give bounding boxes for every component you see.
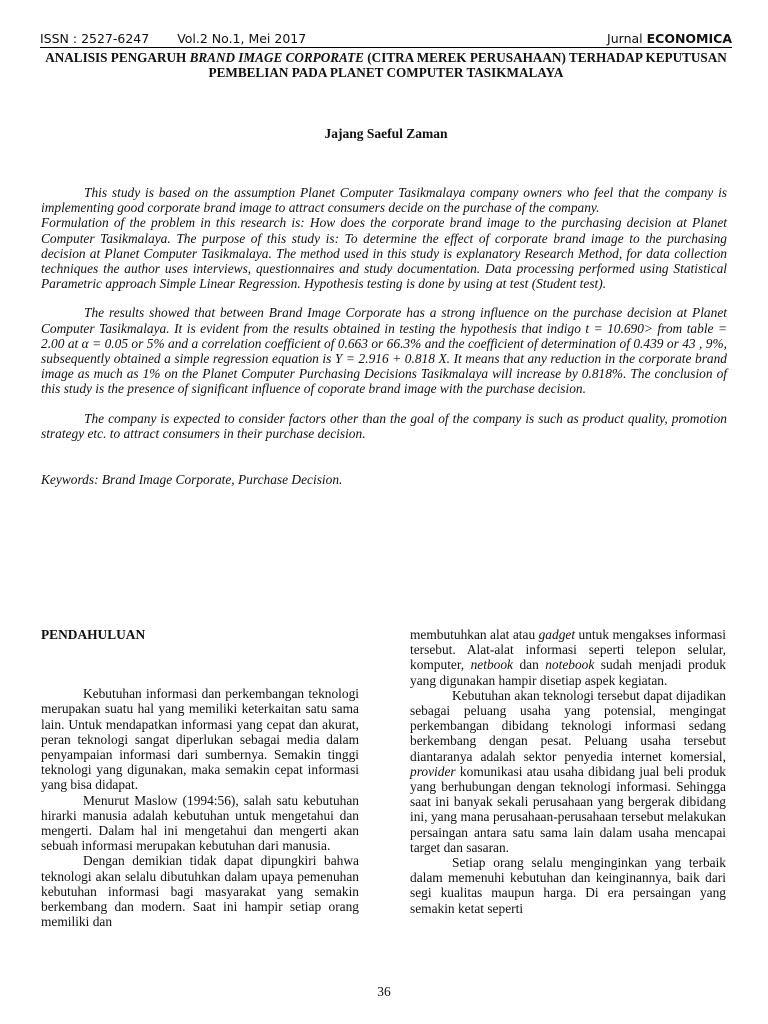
body-column-left: [41, 627, 359, 929]
header-left: [40, 31, 330, 46]
title-part-2: BRAND IMAGE CORPORATE: [189, 50, 364, 65]
body-paragraph: Kebutuhan informasi dan perkembangan teknologi merupakan suatu hal yang memiliki keterkaitan satu sama lain. Untuk mendapatkan informasi yang cepat dan akurat, peran teknologi sangat diperlukan sebagai media dalam penyampaian informasi dari sumbernya. Semakin tinggi teknologi yang digunakan, maka semakin cepat informasi yang bisa didapat.: [41, 686, 359, 793]
italic-term: gadget: [538, 627, 576, 642]
title-part-1: ANALISIS PENGARUH: [45, 50, 190, 65]
body-paragraph: Menurut Maslow (1994:56), salah satu kebutuhan hirarki manusia adalah kebutuhan untuk mengetahui dan mengerti. Dalam hal ini mengetahui dan mengerti akan sebuah informasi merupakan kebutuhan dari manusia.: [41, 792, 359, 854]
text-run: Kebutuhan akan teknologi tersebut dapat dijadikan sebagai peluang usaha yang potensial, mengingat perkembangan dibidang teknologi informasi sedang berkembang dengan pesat. Peluang usaha tersebut diantaranya adalah sektor penyedia internet komersial,: [410, 687, 726, 764]
title-part-3: (CITRA MEREK PERUSAHAAN) TERHADAP KEPUTUSAN PEMBELIAN PADA PLANET COMPUTER TASIKMALAYA: [208, 50, 727, 80]
italic-term: notebook: [545, 657, 595, 673]
paper-title: [40, 50, 732, 80]
text-run: membutuhkan alat atau: [410, 627, 539, 642]
abstract-paragraph-2: Formulation of the problem in this research is: How does the corporate brand image to the purchasing decision at Planet Computer Tasikmalaya. The purpose of this study is: To determine the effect of corporate brand image to the purchasing decision at Planet Computer Tasikmalaya. The method used in this study is explanatory Research Method, for data collection techniques the author uses interviews, questionnaires and study documentation. Data processing performed using Statistical Parametric approach Simple Linear Regression. Hypothesis testing is done by using at test (Student test).: [41, 215, 727, 292]
running-header: [40, 28, 732, 48]
text-run: komunikasi atau usaha dibidang jual beli produk yang berhubungan dengan teknologi informasi. Sehingga saat ini banyak sekali perusahaan yang bergerak dibidang ini, yang mana perusahaan-perusahaan tersebut melakukan persaingan antara satu sama lain dalam usaha mencapai target dan sasaran.: [410, 763, 726, 855]
text-run: sudah menjadi produk yang digunakan hampir disetiap aspek kegiatan.: [410, 657, 727, 688]
body-paragraph: [410, 688, 726, 855]
journal-name-bold: ECONOMICA: [646, 31, 732, 46]
abstract-paragraph-1: This study is based on the assumption Planet Computer Tasikmalaya company owners who feel that the company is implementing good corporate brand image to attract consumers decide on the purchase of the company.: [41, 185, 727, 216]
page-number: 36: [377, 984, 391, 999]
abstract-paragraph-3: The results showed that between Brand Image Corporate has a strong influence on the purchase decision at Planet Computer Tasikmalaya. It is evident from the results obtained in testing the hypothesis that indigo t = 10.690> from table = 2.00 at α = 0.05 or 5% and a correlation coefficient of 0.663 or 66.3% and the coefficient of determination of 0.439 or 43 , 9%, subsequently obtained a simple regression equation is Y = 2.916 + 0.818 X. It means that any reduction in the corporate brand image as much as 1% on the Planet Computer Purchasing Decisions Tasikmalaya will increase by 0.818%. The conclusion of this study is the presence of significant influence of coporate brand image with the purchase decision.: [41, 305, 727, 397]
journal-name: [607, 31, 732, 46]
body-column-right: [410, 627, 726, 916]
issn-label: ISSN : 2527-6247: [40, 31, 150, 46]
italic-term: provider: [410, 763, 456, 779]
italic-term: netbook: [470, 657, 513, 673]
text-run: untuk mengakses informasi tersebut. Alat-alat informasi seperti telepon selular, komputer,: [410, 627, 726, 673]
journal-prefix: Jurnal: [607, 31, 643, 46]
section-heading: PENDAHULUAN: [41, 627, 146, 642]
volume-label: Vol.2 No.1, Mei 2017: [177, 31, 307, 46]
abstract: [41, 185, 727, 487]
body-paragraph: [410, 627, 726, 688]
author-name: Jajang Saeful Zaman: [324, 126, 448, 141]
abstract-paragraph-4: The company is expected to consider factors other than the goal of the company is such as product quality, promotion strategy etc. to attract consumers in their purchase decision.: [41, 410, 727, 441]
body-paragraph: Setiap orang selalu menginginkan yang terbaik dalam memenuhi kebutuhan dan keinginannya, baik dari segi kualitas maupun harga. Di era persaingan yang semakin ketat seperti: [410, 855, 726, 916]
body-paragraph: Dengan demikian tidak dapat dipungkiri bahwa teknologi akan selalu dibutuhkan dalam upaya pemenuhan kebutuhan informasi bagi masyarakat yang semakin berkembang dan modern. Saat ini hampir setiap orang memiliki dan: [41, 853, 359, 930]
text-run: dan: [512, 657, 546, 673]
keywords: Keywords: Brand Image Corporate, Purchase Decision.: [41, 472, 343, 488]
